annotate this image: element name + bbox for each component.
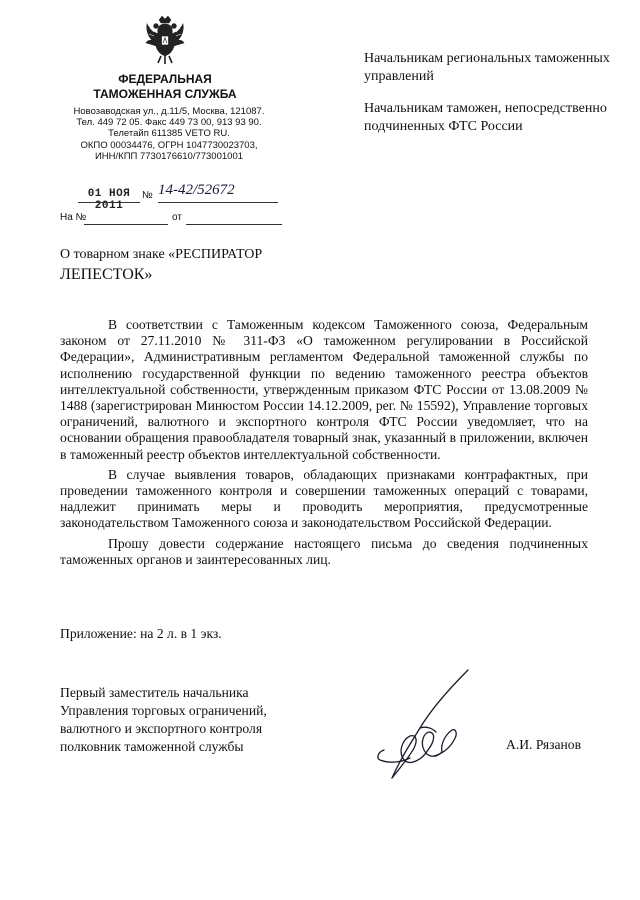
appendix-note: Приложение: на 2 л. в 1 экз. [60,626,222,641]
signatory-position [60,684,320,756]
subject-line: О товарном знаке «РЕСПИРАТОР [60,247,263,262]
body-paragraph: В соответствии с Таможенным кодексом Таможенного союза, Федеральным законом от 27.11.2010 № 311-ФЗ «О таможенном регулировании в Российской Федерации», Административным регламентом Федеральной таможенной службы по исполнению государственной функции по ведению таможенного реестра объектов интеллектуальной собственности, утвержденным приказом ФТС России от 13.08.2009 № 1488 (зарегистрирован Минюстом России 14.12.2009, рег. № 15592), Управление торговых ограничений, валютного и экспортного контроля ФТС России уведомляет, что на основании обращения правообладателя товарный знак, указанный в приложении, включен в таможенный реестр объектов интеллектуальной собственности. [60,317,588,462]
emblem-icon [145,14,185,66]
body-paragraph: В случае выявления товаров, обладающих признаками контрафактных, при проведении таможенного контроля и совершении таможенных операций с товарами, надлежит принимать меры и проводить мероприятия, предусмотренные законодательством Таможенного союза и законодательством Российской Федерации. [60,466,588,531]
date-underline [78,202,140,203]
position-line: Управления торговых ограничений, [60,703,267,718]
org-name-line: ТАМОЖЕННАЯ СЛУЖБА [93,87,237,101]
position-line: валютного и экспортного контроля [60,721,263,736]
body-paragraph: Прошу довести содержание настоящего письма до сведения подчиненных таможенных органов и заинтересованных лиц. [60,535,588,567]
reference-date-blank [186,224,282,225]
subject-line: ЛЕПЕСТОК» [60,266,153,283]
handwritten-signature-icon [370,668,490,786]
registration-line [78,182,288,212]
contact-line: ИНН/КПП 7730176610/773001001 [94,150,244,162]
contact-line: Телетайп 611385 VETO RU. [108,128,230,140]
position-line: полковник таможенной службы [60,739,244,754]
position-line: Первый заместитель начальника [60,685,249,700]
contact-line: Тел. 449 72 05. Факс 449 73 00, 913 93 90. [76,117,262,129]
contact-line: ОКПО 00034476, ОГРН 1047730023703, [80,139,258,151]
signer-name: А.И. Рязанов [506,737,582,752]
number-underline [158,202,278,203]
recipients-block [364,50,614,150]
number-label: № [142,190,153,201]
recipient: Начальникам таможен, непосредственно подчиненных ФТС России [364,101,607,134]
registration-number: 14-42/52672 [158,182,235,198]
registration-date-stamp: 01 НОЯ 2011 [87,188,131,212]
reference-number-label: На № [60,212,87,223]
contact-details [64,106,274,162]
reference-line [60,212,300,228]
reference-number-blank [84,224,168,225]
organization-name [80,72,250,102]
reference-from-label: от [172,212,182,223]
org-name-line: ФЕДЕРАЛЬНАЯ [118,72,212,86]
recipient: Начальникам региональных таможенных управлений [364,51,610,84]
letter-body [60,317,588,572]
letter-subject [60,245,310,285]
contact-line: Новозаводская ул., д.11/5, Москва, 121087. [73,106,265,117]
